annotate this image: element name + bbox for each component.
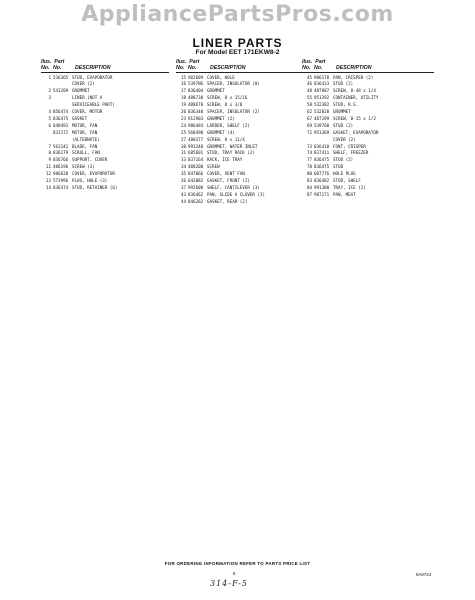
- part-illus-no: 73: [306, 143, 312, 149]
- part-row: [302, 137, 434, 144]
- header-part: Part: [54, 59, 65, 65]
- part-row: [176, 95, 304, 102]
- part-description: SPACER, INSULATOR (8): [207, 81, 260, 87]
- part-illus-no: 1: [48, 74, 51, 80]
- part-number: 532382: [314, 102, 330, 108]
- ordering-note: FOR ORDERING INFORMATION REFER TO PARTS PRICE LIST: [164, 561, 311, 566]
- part-illus-no: 55: [306, 95, 312, 101]
- part-number: 991380: [314, 185, 330, 190]
- part-row: [176, 109, 304, 116]
- part-description: TRAY, ICE (2): [333, 185, 366, 190]
- part-number: 685601: [188, 150, 204, 156]
- part-description: SERVICEABLE PART): [72, 102, 115, 108]
- part-number: 607776: [314, 171, 330, 177]
- part-description: GASKET, REAR (2): [207, 198, 248, 204]
- document-code: 9A0724: [416, 572, 432, 577]
- part-row: [41, 178, 169, 185]
- part-illus-no: 15: [180, 74, 186, 80]
- part-row: [302, 102, 434, 109]
- part-description: MOTOR, FAN: [72, 122, 98, 128]
- part-illus-no: 69: [306, 122, 312, 128]
- part-row: [176, 137, 304, 144]
- header-part: Part: [189, 59, 200, 65]
- part-illus-no: 45: [306, 74, 312, 80]
- parts-list: [41, 75, 169, 192]
- part-illus-no: [41, 137, 53, 144]
- part-illus-no: 7: [48, 143, 51, 149]
- part-row: [41, 137, 169, 144]
- part-illus-no: 8: [48, 150, 51, 156]
- part-row: [41, 109, 169, 116]
- part-description: SHELF, CANTILEVER (3): [207, 185, 260, 190]
- part-illus-no: 31: [180, 150, 186, 156]
- part-description: GASKET, EVAPORATOR: [333, 129, 379, 135]
- part-row: [176, 192, 304, 199]
- part-row: [302, 157, 434, 164]
- part-row: [302, 81, 434, 88]
- part-illus-no: 2: [48, 88, 51, 94]
- part-illus-no: 27: [180, 136, 186, 142]
- header-description: DESCRIPTION: [75, 65, 111, 71]
- part-illus-no: 19: [180, 102, 186, 108]
- part-illus-no: 44: [180, 198, 186, 204]
- part-illus-no: 74: [306, 150, 312, 156]
- part-number: 837164: [188, 157, 204, 163]
- part-illus-no: 20: [180, 109, 186, 115]
- part-row: [176, 123, 304, 130]
- part-number: 846282: [188, 198, 204, 204]
- header-part-no: No.: [53, 65, 62, 71]
- header-part-no: No.: [188, 65, 197, 71]
- part-description: SCREW, 8-48 x 1/4: [333, 88, 376, 94]
- part-number: 836475: [314, 164, 330, 170]
- part-row: [176, 144, 304, 151]
- part-description: SCREW, 8 x 3/8: [207, 102, 243, 108]
- part-illus-no: 72: [306, 129, 312, 135]
- part-number: 836404: [188, 88, 204, 94]
- part-row: [176, 178, 304, 185]
- part-description: COVER, VENT FAN: [207, 171, 245, 177]
- part-description: SCREW: [207, 164, 220, 170]
- parts-column-1: [41, 59, 169, 192]
- part-description: FONT, CRISPER: [333, 143, 366, 149]
- part-illus-no: 48: [306, 88, 312, 94]
- handwritten-note: 314-F-5: [210, 579, 248, 588]
- part-number: 488200: [188, 164, 204, 170]
- part-description: STUD, R.S.: [333, 102, 359, 108]
- part-illus-no: 77: [306, 157, 312, 163]
- part-row: [41, 81, 169, 88]
- part-number: 951369: [314, 129, 330, 135]
- part-description: STUD, TRAY RACK (2): [207, 150, 255, 156]
- part-row: [41, 116, 169, 123]
- header-part: Part: [315, 59, 326, 65]
- part-row: [302, 130, 434, 137]
- part-number: 563141: [53, 143, 69, 149]
- part-illus-no: 37: [180, 185, 186, 190]
- header-rule: [176, 72, 304, 73]
- part-description: SUPPORT, COVER: [72, 157, 108, 163]
- part-number: 836474: [53, 185, 69, 190]
- part-number: 991348: [188, 143, 204, 149]
- part-number: [53, 102, 72, 109]
- part-row: [302, 116, 434, 123]
- part-number: [53, 81, 72, 88]
- part-illus-no: 87: [306, 191, 312, 197]
- part-number: 951392: [314, 95, 330, 101]
- part-description: GROMMET, WATER INLET: [207, 143, 258, 149]
- part-description: COVER, MOTOR: [72, 109, 103, 115]
- part-description: SCREW, 8-15 x 1/2: [333, 115, 376, 121]
- part-number: 847066: [188, 171, 204, 177]
- parts-list: [176, 75, 304, 206]
- part-row: [176, 75, 304, 82]
- part-number: 836340: [188, 109, 204, 115]
- header-ilus: Ilus.: [302, 59, 313, 65]
- part-row: [302, 95, 434, 102]
- part-illus-no: 25: [180, 129, 186, 135]
- part-row: [176, 81, 304, 88]
- part-number: 486196: [53, 164, 69, 170]
- part-illus-no: 6: [48, 122, 51, 128]
- part-illus-no: 80: [306, 171, 312, 177]
- part-illus-no: 35: [180, 171, 186, 177]
- part-description: MOTOR, FAN: [72, 129, 98, 135]
- part-row: [302, 192, 434, 199]
- part-number: 836475: [314, 157, 330, 163]
- part-row: [176, 185, 304, 192]
- part-description: GROMMET: [72, 88, 90, 94]
- part-row: [176, 116, 304, 123]
- part-number: 987171: [314, 191, 330, 197]
- part-row: [41, 150, 169, 157]
- part-row: [302, 109, 434, 116]
- part-illus-no: 3: [48, 95, 51, 101]
- part-number: 831172: [53, 129, 69, 135]
- part-description: SPACER, INSULATOR (2): [207, 109, 260, 115]
- part-number: 488738: [188, 95, 204, 101]
- part-row: [41, 130, 169, 137]
- part-number: 568490: [188, 129, 204, 135]
- part-row: [302, 171, 434, 178]
- part-illus-no: 23: [180, 115, 186, 121]
- part-number: 836179: [53, 150, 69, 156]
- part-illus-no: 4: [48, 109, 51, 115]
- part-description: STUD: [333, 164, 344, 170]
- part-number: 573996: [53, 178, 69, 184]
- part-number: [314, 137, 333, 144]
- part-illus-no: 9: [48, 157, 51, 163]
- part-number: 856474: [53, 109, 69, 115]
- part-description: COVER (2): [333, 136, 356, 142]
- part-number: 488377: [188, 136, 204, 142]
- part-description: LADDER, SHELF (2): [207, 122, 250, 128]
- part-description: COVER, HOLE: [207, 74, 235, 80]
- part-row: [176, 130, 304, 137]
- part-number: 836462: [188, 191, 204, 197]
- part-number: 836475: [53, 115, 69, 121]
- header-description: DESCRIPTION: [210, 65, 246, 71]
- part-description: PLUG, HOLE (3): [72, 178, 108, 184]
- part-number: 536365: [53, 74, 69, 80]
- part-row: [302, 185, 434, 192]
- part-number: 642082: [188, 178, 204, 184]
- header-rule: [302, 72, 434, 73]
- part-number: 541209: [53, 88, 69, 94]
- part-row: [41, 185, 169, 192]
- header-description: DESCRIPTION: [336, 65, 372, 71]
- part-description: SCREW, 8 x 11/4: [207, 136, 245, 142]
- parts-list: [302, 75, 434, 199]
- part-row: [41, 144, 169, 151]
- part-number: 488670: [188, 102, 204, 108]
- part-number: 487199: [314, 115, 330, 121]
- part-illus-no: [41, 81, 53, 88]
- part-illus-no: 84: [306, 185, 312, 190]
- part-number: 837411: [314, 150, 330, 156]
- page-number: 5: [233, 571, 236, 576]
- part-number: 992600: [188, 185, 204, 190]
- part-row: [41, 171, 169, 178]
- part-description: GROMMET (4): [207, 129, 235, 135]
- part-number: 532828: [314, 109, 330, 115]
- part-illus-no: 67: [306, 115, 312, 121]
- part-row: [176, 199, 304, 206]
- part-row: [41, 123, 169, 130]
- part-row: [41, 164, 169, 171]
- part-number: 986484: [188, 122, 204, 128]
- part-illus-no: 17: [180, 88, 186, 94]
- part-illus-no: 62: [306, 109, 312, 115]
- part-illus-no: 78: [306, 164, 312, 170]
- part-number: 848493: [53, 122, 69, 128]
- part-description: GASKET, FRONT (2): [207, 178, 250, 184]
- part-description: BLADE, FAN: [72, 143, 98, 149]
- part-description: STUD, SHELF: [333, 178, 361, 184]
- part-illus-no: 11: [45, 164, 51, 170]
- site-watermark: AppliancePartsPros.com: [81, 1, 394, 27]
- part-description: GROMMET (2): [207, 115, 235, 121]
- part-description: GROMMET: [207, 88, 225, 94]
- part-number: [53, 137, 72, 144]
- part-description: STUD (2): [333, 81, 354, 87]
- part-number: 539768: [314, 122, 330, 128]
- part-row: [302, 150, 434, 157]
- header-rule: [41, 72, 169, 73]
- part-row: [176, 88, 304, 95]
- part-illus-no: 12: [45, 171, 51, 177]
- part-row: [41, 157, 169, 164]
- part-illus-no: [41, 130, 53, 137]
- part-number: 836482: [314, 178, 330, 184]
- part-description: GROMMET: [333, 109, 351, 115]
- part-illus-no: 24: [180, 122, 186, 128]
- part-row: [176, 157, 304, 164]
- page-title: LINER PARTS: [192, 36, 283, 50]
- part-number: 487887: [314, 88, 330, 94]
- part-number: 5397NS: [188, 81, 204, 87]
- part-description: LINER (NOT A: [72, 95, 103, 101]
- part-number: 986170: [314, 74, 330, 80]
- part-description: PAN, MEAT: [333, 191, 356, 197]
- part-description: GASKET: [72, 115, 88, 121]
- part-number: 836766: [53, 157, 69, 163]
- column-header: [41, 59, 169, 71]
- part-row: [41, 75, 169, 82]
- header-no: No.: [176, 65, 185, 71]
- part-row: [176, 102, 304, 109]
- part-illus-no: 43: [180, 191, 186, 197]
- part-row: [41, 102, 169, 109]
- part-number: 836410: [314, 143, 330, 149]
- part-illus-no: 83: [306, 178, 312, 184]
- part-description: HOLE PLUG: [333, 171, 356, 177]
- part-description: RACK, ICE TRAY: [207, 157, 243, 163]
- part-description: STUD (2): [333, 122, 354, 128]
- part-illus-no: 46: [306, 81, 312, 87]
- part-illus-no: 18: [180, 95, 186, 101]
- parts-column-2: [176, 59, 304, 206]
- header-ilus: Ilus.: [176, 59, 187, 65]
- part-illus-no: 5: [48, 115, 51, 121]
- header-part-no: No.: [314, 65, 323, 71]
- part-description: CONTAINER, UTILITY: [333, 95, 379, 101]
- column-header: [302, 59, 434, 71]
- part-illus-no: 14: [45, 185, 51, 190]
- part-description: STUD, RETAINER (6): [72, 185, 118, 190]
- part-number: 836433: [314, 81, 330, 87]
- part-row: [302, 75, 434, 82]
- part-description: SCREW, 8 x 15/16: [207, 95, 248, 101]
- header-ilus: Ilus.: [41, 59, 52, 65]
- part-row: [302, 88, 434, 95]
- part-row: [302, 164, 434, 171]
- header-no: No.: [302, 65, 311, 71]
- part-illus-no: 58: [306, 102, 312, 108]
- part-description: STUD, EVAPORATOR: [72, 74, 113, 80]
- model-subtitle: For Model EET 171EKW8-2: [195, 49, 280, 56]
- part-description: STUD (2): [333, 157, 354, 163]
- column-header: [176, 59, 304, 71]
- part-number: 902609: [188, 74, 204, 80]
- part-illus-no: 36: [180, 178, 186, 184]
- part-number: 986628: [53, 171, 69, 177]
- part-illus-no: 13: [45, 178, 51, 184]
- part-description: SCREW (3): [72, 164, 95, 170]
- part-description: SCROLL, FAN: [72, 150, 100, 156]
- header-no: No.: [41, 65, 50, 71]
- part-row: [176, 171, 304, 178]
- part-illus-no: 34: [180, 164, 186, 170]
- part-number: [53, 95, 72, 102]
- part-illus-no: [302, 137, 314, 144]
- part-illus-no: 30: [180, 143, 186, 149]
- part-description: COVER (2): [72, 81, 95, 87]
- parts-column-3: [302, 59, 434, 199]
- part-description: PAN, CRISPER (2): [333, 74, 374, 80]
- part-row: [41, 88, 169, 95]
- part-illus-no: [41, 102, 53, 109]
- part-description: COVER, EVAPORATOR: [72, 171, 115, 177]
- part-row: [302, 144, 434, 151]
- part-illus-no: 16: [180, 81, 186, 87]
- part-description: SHELF, FREEZER: [333, 150, 369, 156]
- part-description: (ALTERNATE): [72, 136, 100, 142]
- part-row: [302, 123, 434, 130]
- part-description: PAN, SLIDE A CLOVER (3): [207, 191, 265, 197]
- part-row: [41, 95, 169, 102]
- part-number: 912903: [188, 115, 204, 121]
- part-row: [176, 164, 304, 171]
- part-illus-no: 33: [180, 157, 186, 163]
- part-row: [302, 178, 434, 185]
- part-row: [176, 150, 304, 157]
